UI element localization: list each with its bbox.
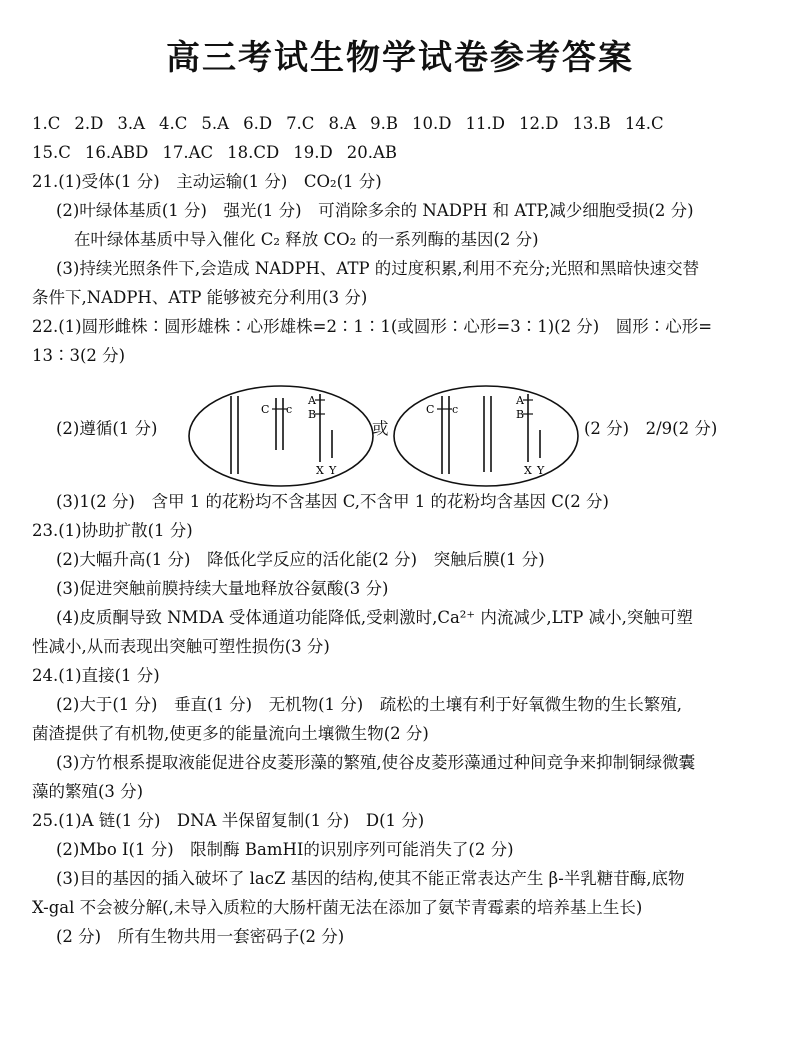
q25-line: (3)目的基因的插入破坏了 lacZ 基因的结构,使其不能正常表达产生 β-半乳糖苷酶,底物 [56, 869, 685, 888]
mc-answer: 14.C [624, 114, 664, 133]
q25-line: (2 分) 所有生物共用一套密码子(2 分) [56, 927, 345, 946]
q24-line: 藻的繁殖(3 分) [32, 782, 144, 801]
mc-answers-row-2 [32, 141, 411, 165]
mc-answer: 2.D [74, 114, 104, 133]
q22-line: (2)遵循(1 分) [56, 419, 158, 438]
mc-answer: 20.AB [346, 143, 398, 162]
mc-answers-row-1 [32, 112, 678, 136]
gene-label-B: B [308, 408, 317, 421]
q24-line: (3)方竹根系提取液能促进谷皮菱形藻的繁殖,使谷皮菱形藻通过种间竞争来抑制铜绿微囊 [56, 753, 696, 772]
mc-answer: 15.C [32, 143, 71, 162]
cell-outline [189, 386, 373, 486]
q23-line: (3)促进突触前膜持续大量地释放谷氨酸(3 分) [56, 579, 389, 598]
chromosome-label-Y: Y [537, 464, 545, 477]
mc-answer: 4.C [159, 114, 188, 133]
gene-label-c: c [286, 403, 293, 416]
q23-line: 性减小,从而表现出突触可塑性损伤(3 分) [32, 637, 330, 656]
page-title: 高三考试生物学试卷参考答案 [166, 38, 634, 78]
q21-line: 条件下,NADPH、ATP 能够被充分利用(3 分) [32, 288, 368, 307]
q24-line: 24.(1)直接(1 分) [32, 666, 160, 685]
cell-outline [394, 386, 578, 486]
mc-answer: 17.AC [162, 143, 214, 162]
gene-label-C: C [426, 403, 435, 416]
mc-answer: 11.D [465, 114, 505, 133]
mc-answer: 7.C [286, 114, 315, 133]
q22-line: (2 分) 2/9(2 分) [584, 419, 718, 438]
q21-line: (3)持续光照条件下,会造成 NADPH、ATP 的过度积累,利用不充分;光照和黑暗快速交替 [56, 259, 700, 278]
mc-answer: 3.A [117, 114, 146, 133]
gene-label-C: C [261, 403, 270, 416]
mc-answer: 6.D [243, 114, 273, 133]
q25-line: (2)Mbo Ⅰ(1 分) 限制酶 BamHⅠ的识别序列可能消失了(2 分) [56, 840, 514, 859]
mc-answer: 9.B [370, 114, 398, 133]
q21-line: 在叶绿体基质中导入催化 C₂ 释放 CO₂ 的一系列酶的基因(2 分) [74, 230, 539, 249]
mc-answer: 18.CD [227, 143, 280, 162]
q21-line: 21.(1)受体(1 分) 主动运输(1 分) CO₂(1 分) [32, 172, 382, 191]
q23-line: (2)大幅升高(1 分) 降低化学反应的活化能(2 分) 突触后膜(1 分) [56, 550, 545, 569]
mc-answer: 13.B [572, 114, 611, 133]
q23-line: (4)皮质酮导致 NMDA 受体通道功能降低,受刺激时,Ca²⁺ 内流减少,LTP 减小,突触可塑 [56, 608, 693, 627]
gene-label-A: A [516, 394, 524, 407]
mc-answer: 5.A [201, 114, 230, 133]
mc-answer: 16.ABD [84, 143, 149, 162]
cell-right [394, 386, 578, 486]
gene-label-B: B [516, 408, 525, 421]
q22-line: 13∶3(2 分) [32, 346, 126, 365]
q25-line: X-gal 不会被分解(,未导入质粒的大肠杆菌无法在添加了氨苄青霉素的培养基上生长) [32, 898, 643, 917]
q22-line: 22.(1)圆形雌株∶圆形雄株∶心形雄株=2∶1∶1(或圆形∶心形=3∶1)(2 分) 圆形∶心形= [32, 317, 713, 336]
q23-line: 23.(1)协助扩散(1 分) [32, 521, 193, 540]
chromosome-label-Y: Y [329, 464, 337, 477]
chromosome-diagram [188, 384, 580, 488]
mc-answer: 19.D [293, 143, 333, 162]
gene-label-c: c [452, 403, 459, 416]
mc-answer: 8.A [328, 114, 357, 133]
q21-line: (2)叶绿体基质(1 分) 强光(1 分) 可消除多余的 NADPH 和 ATP,减少细胞受损(2 分) [56, 201, 694, 220]
mc-answer: 10.D [411, 114, 452, 133]
chromosome-label-X: X [524, 464, 532, 477]
chromosome-label-X: X [316, 464, 324, 477]
gene-label-A: A [308, 394, 316, 407]
cell-left [189, 386, 373, 486]
q25-line: 25.(1)A 链(1 分) DNA 半保留复制(1 分) D(1 分) [32, 811, 425, 830]
or-label: 或 [372, 419, 389, 438]
mc-answer: 1.C [32, 114, 61, 133]
q24-line: 菌渣提供了有机物,使更多的能量流向土壤微生物(2 分) [32, 724, 429, 743]
mc-answer: 12.D [518, 114, 559, 133]
q24-line: (2)大于(1 分) 垂直(1 分) 无机物(1 分) 疏松的土壤有利于好氧微生物的生长繁殖, [56, 695, 682, 714]
q22-line: (3)1(2 分) 含甲 1 的花粉均不含基因 C,不含甲 1 的花粉均含基因 C(2 分) [56, 492, 609, 511]
